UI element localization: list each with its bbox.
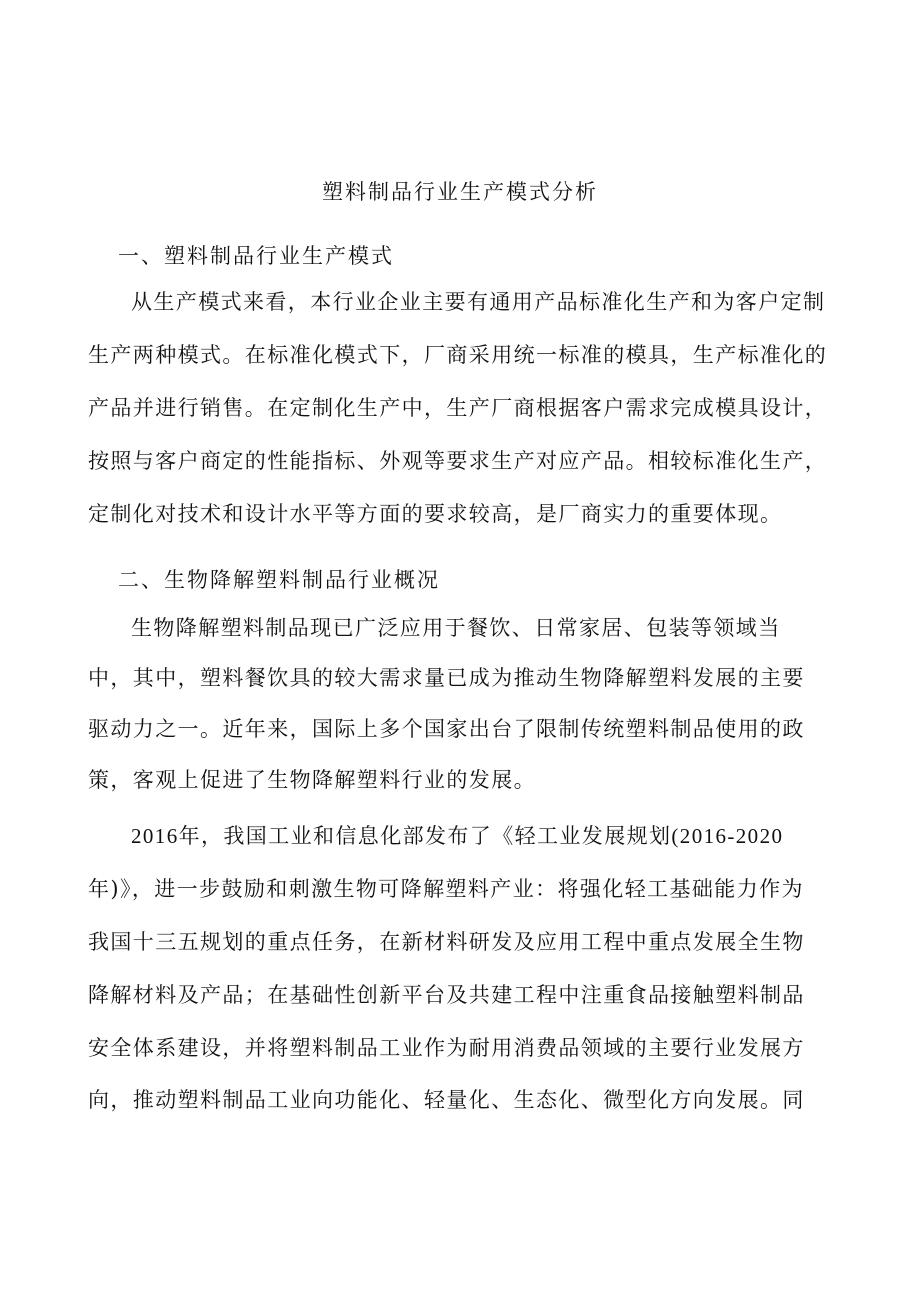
paragraph-line: 降解材料及产品；在基础性创新平台及共建工程中注重食品接触塑料制品	[88, 983, 805, 1007]
paragraph-line: 安全体系建设，并将塑料制品工业作为耐用消费品领域的主要行业发展方	[88, 1036, 805, 1060]
paragraph-line: 按照与客户商定的性能指标、外观等要求生产对应产品。相较标准化生产，	[88, 449, 828, 473]
paragraph-line: 我国十三五规划的重点任务，在新材料研发及应用工程中重点发展全生物	[88, 930, 805, 954]
paragraph-line: 2016年，我国工业和信息化部发布了《轻工业发展规划(2016-2020	[131, 824, 784, 848]
paragraph-line: 从生产模式来看，本行业企业主要有通用产品标准化生产和为客户定制	[131, 290, 826, 314]
paragraph-line: 驱动力之一。近年来，国际上多个国家出台了限制传统塑料制品使用的政	[88, 717, 805, 741]
paragraph-line: 生物降解塑料制品现已广泛应用于餐饮、日常家居、包装等领域当	[131, 616, 781, 640]
paragraph-line: 策，客观上促进了生物降解塑料行业的发展。	[88, 768, 536, 792]
paragraph-line: 向，推动塑料制品工业向功能化、轻量化、生态化、微型化方向发展。同	[88, 1088, 805, 1112]
paragraph-line: 定制化对技术和设计水平等方面的要求较高，是厂商实力的重要体现。	[88, 502, 783, 526]
section-heading-2: 二、生物降解塑料制品行业概况	[118, 568, 440, 592]
paragraph-line: 年)》，进一步鼓励和刺激生物可降解塑料产业：将强化轻工基础能力作为	[88, 877, 804, 901]
paragraph-line: 中，其中，塑料餐饮具的较大需求量已成为推动生物降解塑料发展的主要	[88, 666, 805, 690]
section-heading-1: 一、塑料制品行业生产模式	[118, 244, 394, 268]
document-title: 塑料制品行业生产模式分析	[322, 180, 598, 204]
paragraph-line: 产品并进行销售。在定制化生产中，生产厂商根据客户需求完成模具设计，	[88, 396, 828, 420]
paragraph-line: 生产两种模式。在标准化模式下，厂商采用统一标准的模具，生产标准化的	[88, 343, 828, 367]
